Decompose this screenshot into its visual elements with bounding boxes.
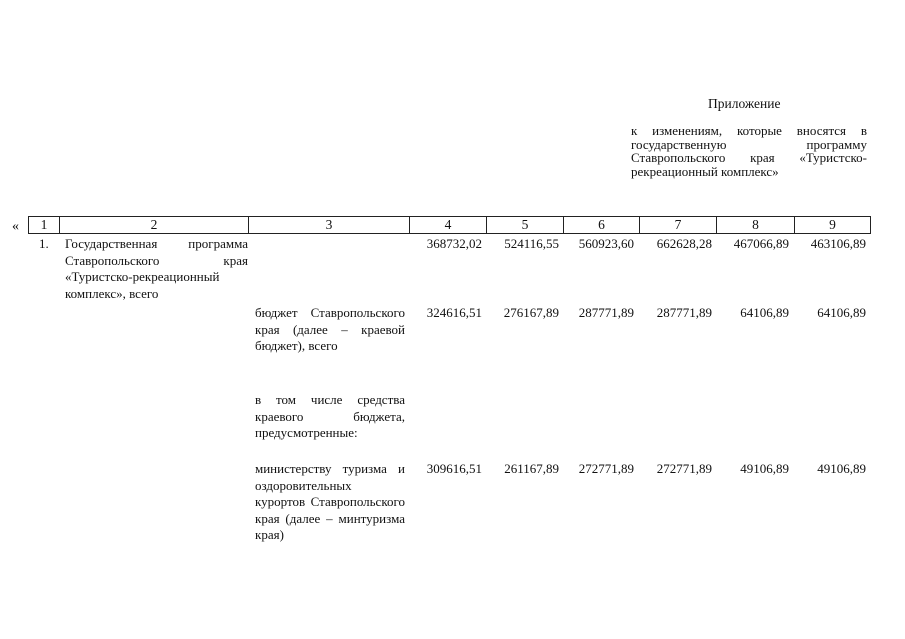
funding-source: в том числе средства краевого бюджета, предусмотренные:: [255, 392, 405, 440]
appendix-text: к изменениям, которые вносятся в государственную программу Ставропольского края «Туристско-рекреационный комплекс»: [631, 123, 867, 179]
value-cell: 368732,02: [426, 236, 482, 251]
table-header-cell: 6: [598, 217, 605, 232]
funding-source: бюджет Ставропольского края (далее – краевой бюджет), всего: [255, 305, 405, 353]
row-number: 1.: [39, 236, 49, 251]
value-cell: 309616,51: [426, 461, 482, 476]
table-header-cell: 5: [521, 217, 529, 232]
table-header-cell: 3: [325, 217, 333, 232]
value-cell: 64106,89: [817, 305, 866, 320]
table-header-cell: 7: [674, 217, 682, 232]
table-header-cell: 9: [829, 217, 836, 232]
table-header-bottom-border: [28, 233, 871, 234]
value-cell: 467066,89: [733, 236, 789, 251]
funding-source: министерству туризма и оздоровительных курортов Ставропольского края (далее – минтуризма края): [255, 461, 405, 542]
table-header-cell: 2: [150, 217, 158, 232]
value-cell: 49106,89: [740, 461, 789, 476]
value-cell: 560923,60: [578, 236, 634, 251]
row-name: Государственная программа Ставропольского края «Туристско-рекреационный комплекс», всего: [65, 236, 248, 301]
table-header-cell: 4: [444, 217, 452, 232]
table-header-cell: 1: [40, 217, 48, 232]
value-cell: 287771,89: [578, 305, 634, 320]
table-column-divider: [870, 216, 871, 234]
value-cell: 524116,55: [504, 236, 559, 251]
value-cell: 272771,89: [578, 461, 634, 476]
value-cell: 324616,51: [426, 305, 482, 320]
value-cell: 49106,89: [817, 461, 866, 476]
value-cell: 287771,89: [656, 305, 712, 320]
value-cell: 64106,89: [740, 305, 789, 320]
value-cell: 662628,28: [656, 236, 712, 251]
quote-mark: «: [12, 219, 19, 234]
value-cell: 261167,89: [504, 461, 559, 476]
appendix-title: Приложение: [708, 96, 781, 111]
value-cell: 463106,89: [810, 236, 866, 251]
table-header-cell: 8: [752, 217, 759, 232]
value-cell: 272771,89: [656, 461, 712, 476]
value-cell: 276167,89: [503, 305, 559, 320]
